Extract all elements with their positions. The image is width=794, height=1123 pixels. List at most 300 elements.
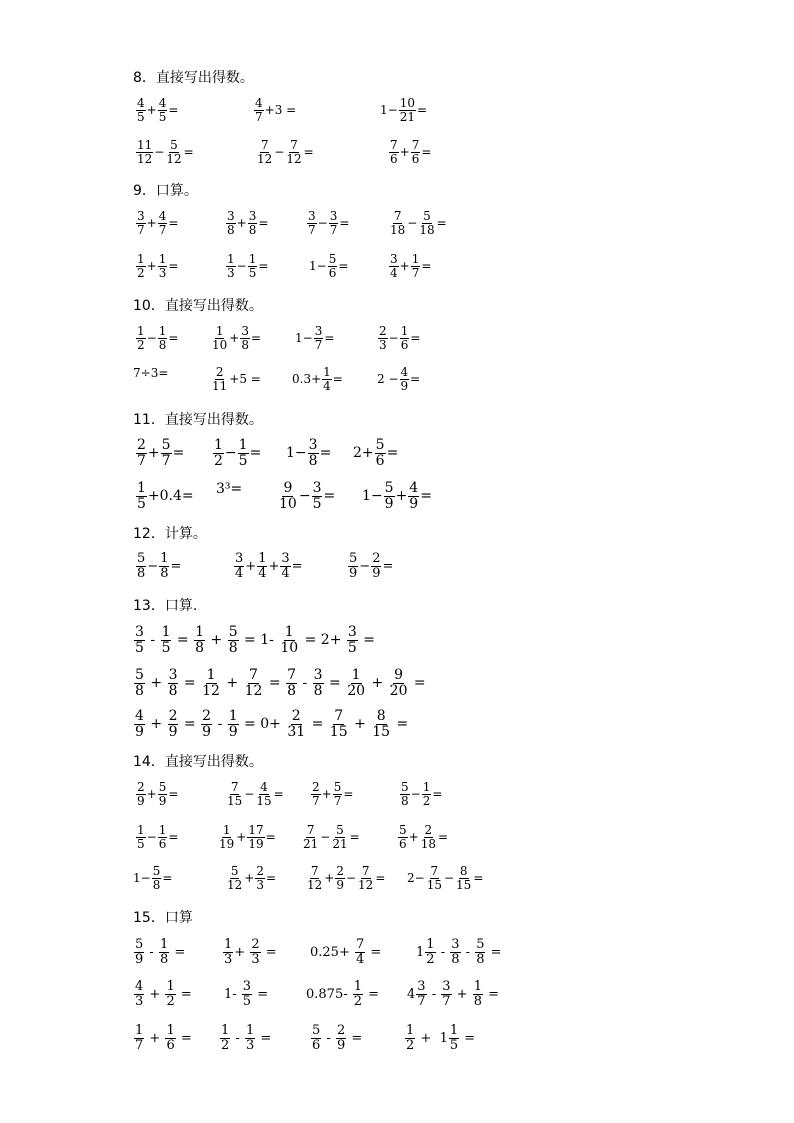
operator-text: = <box>364 986 380 1002</box>
fraction <box>311 781 321 807</box>
section-title: 15．口算 <box>133 910 193 926</box>
fraction-numerator: 1 <box>158 252 167 266</box>
fraction-numerator: 2 <box>137 437 146 453</box>
fraction <box>473 980 483 1008</box>
fraction-numerator: 3 <box>137 209 145 223</box>
fraction <box>475 938 485 966</box>
fraction <box>134 625 145 655</box>
fraction-numerator: 4 <box>135 979 144 994</box>
fraction-denominator: 9 <box>202 723 212 740</box>
math-expression <box>219 1024 271 1052</box>
fraction-numerator: 3 <box>308 209 316 223</box>
fraction-numerator: 5 <box>401 780 409 794</box>
fraction-denominator: 7 <box>329 222 338 237</box>
operator-text: = <box>343 787 354 802</box>
fraction <box>201 709 212 739</box>
fraction <box>420 824 437 850</box>
fraction <box>389 210 406 236</box>
math-expression <box>225 865 276 891</box>
math-expression <box>210 366 261 392</box>
fraction <box>418 210 435 236</box>
fraction-numerator: 7 <box>260 138 269 152</box>
fraction-denominator: 8 <box>195 639 205 656</box>
fraction <box>254 97 264 123</box>
operator-text: + <box>146 103 157 118</box>
fraction-denominator: 9 <box>409 495 419 512</box>
fraction <box>165 1024 175 1052</box>
fraction <box>238 438 249 468</box>
fraction-denominator: 9 <box>384 495 394 512</box>
fraction-denominator: 7 <box>333 793 342 808</box>
fraction-numerator: 1 <box>426 937 435 952</box>
fraction <box>328 253 338 279</box>
fraction-denominator: 9 <box>137 793 145 808</box>
fraction <box>136 325 146 351</box>
fraction-denominator: 7 <box>255 109 263 124</box>
operator-text: = <box>421 259 432 274</box>
fraction-numerator: 3 <box>451 937 460 952</box>
fraction <box>158 97 168 123</box>
fraction-numerator: 10 <box>399 96 415 110</box>
math-expression <box>135 210 178 236</box>
fraction <box>455 865 472 891</box>
fraction-numerator: 1 <box>158 823 167 837</box>
operator-text: = <box>170 558 182 574</box>
operator-text: = <box>460 1030 476 1046</box>
math-expression <box>133 980 192 1008</box>
fraction-numerator: 2 <box>137 780 145 794</box>
fraction-numerator: 1 <box>284 624 294 640</box>
operator-text: + <box>145 1030 165 1046</box>
fraction-numerator: 5 <box>152 864 161 878</box>
section-title: 13．口算. <box>133 598 198 614</box>
fraction <box>322 366 332 392</box>
fraction <box>441 980 451 1008</box>
fraction-denominator: 15 <box>227 793 243 808</box>
fraction-denominator: 2 <box>214 452 223 469</box>
fraction-numerator: 7 <box>290 138 298 152</box>
fraction <box>329 709 349 739</box>
math-expression <box>135 781 178 807</box>
fraction-denominator: 3 <box>224 951 233 967</box>
fraction-numerator: 1 <box>351 667 361 683</box>
fraction-denominator: 8 <box>473 993 482 1009</box>
fraction-denominator: 18 <box>420 836 436 851</box>
fraction-numerator: 1 <box>159 937 169 952</box>
fraction-numerator: 17 <box>248 823 264 837</box>
fraction <box>389 668 409 698</box>
operator-text: = <box>168 103 179 118</box>
fraction-denominator: 2 <box>166 993 175 1009</box>
math-expression <box>306 210 349 236</box>
operator-text: + <box>244 871 255 886</box>
operator-text: + <box>321 787 332 802</box>
fraction <box>313 668 324 698</box>
fraction <box>247 824 264 850</box>
fraction <box>422 781 432 807</box>
fraction-numerator: 1 <box>135 1023 144 1038</box>
fraction <box>286 668 297 698</box>
fraction <box>255 781 272 807</box>
fraction-denominator: 7 <box>442 993 451 1009</box>
math-expression <box>353 438 398 468</box>
fraction-numerator: 4 <box>158 209 167 223</box>
fraction-numerator: 5 <box>349 551 358 566</box>
fraction-numerator: 5 <box>384 480 394 496</box>
math-expression <box>347 552 393 580</box>
fraction-denominator: 15 <box>256 793 272 808</box>
operator-text: 1− <box>362 488 383 505</box>
operator-text: = <box>319 445 332 462</box>
math-expression <box>225 210 268 236</box>
fraction <box>347 625 358 655</box>
fraction-numerator: 2 <box>215 365 224 379</box>
fraction-numerator: 1 <box>221 1023 230 1038</box>
operator-text: + <box>145 986 165 1002</box>
operator-text: + <box>145 675 167 692</box>
fraction <box>161 438 172 468</box>
operator-text: = 2+ <box>300 632 346 649</box>
math-expression <box>309 253 348 279</box>
fraction-numerator: 3 <box>347 624 357 640</box>
fraction <box>336 1024 346 1052</box>
fraction <box>353 980 363 1008</box>
fraction <box>220 1024 230 1052</box>
fraction <box>378 325 388 351</box>
operator-text: +0.4= <box>147 488 194 505</box>
fraction-numerator: 5 <box>135 937 144 952</box>
math-expression <box>404 1024 475 1052</box>
fraction-numerator: 7 <box>411 138 420 152</box>
fraction <box>158 325 168 351</box>
operator-text: = <box>358 632 375 649</box>
fraction-denominator: 12 <box>286 151 302 166</box>
fraction-denominator: 9 <box>336 877 344 892</box>
fraction <box>136 210 146 236</box>
operator-text: − <box>443 871 455 886</box>
fraction-denominator: 9 <box>168 723 178 740</box>
fraction-numerator: 1 <box>214 437 223 453</box>
operator-text: = <box>172 632 194 649</box>
operator-text: + <box>146 216 157 231</box>
fraction-denominator: 8 <box>308 452 318 469</box>
operator-text: + <box>349 716 371 733</box>
fraction-numerator: 1 <box>158 324 167 338</box>
fraction <box>136 781 146 807</box>
fraction <box>426 865 443 891</box>
fraction-denominator: 8 <box>241 337 249 352</box>
math-expression <box>407 980 499 1008</box>
fraction-numerator: 1 <box>161 624 171 640</box>
operator-text: 3³= <box>216 481 243 497</box>
fraction-denominator: 31 <box>287 723 306 740</box>
fraction-numerator: 5 <box>158 780 167 794</box>
math-expression <box>133 709 408 739</box>
fraction-denominator: 15 <box>426 877 442 892</box>
operator-text: 7÷3= <box>133 366 169 380</box>
operator-text: = <box>179 716 201 733</box>
fraction-denominator: 9 <box>135 951 144 967</box>
fraction-denominator: 6 <box>312 1037 321 1053</box>
operator-text: = <box>183 145 194 160</box>
fraction-numerator: 2 <box>424 823 433 837</box>
fraction-denominator: 12 <box>244 682 263 699</box>
operator-text: − <box>146 830 157 845</box>
fraction <box>416 980 426 1008</box>
fraction-denominator: 12 <box>358 877 374 892</box>
operator-text: = <box>264 675 286 692</box>
fraction <box>256 139 273 165</box>
fraction-denominator: 10 <box>279 495 297 512</box>
section-title: 12．计算。 <box>133 526 207 542</box>
operator-text: - <box>427 986 441 1002</box>
math-expression <box>286 438 331 468</box>
fraction-numerator: 1 <box>222 823 231 837</box>
fraction-numerator: 1 <box>238 437 248 453</box>
fraction-denominator: 20 <box>347 682 366 699</box>
fraction <box>228 709 239 739</box>
math-expression <box>210 325 261 351</box>
fraction <box>226 781 243 807</box>
fraction-denominator: 3 <box>251 951 260 967</box>
operator-text: = <box>421 145 432 160</box>
operator-text: 1− <box>380 103 398 118</box>
fraction <box>234 552 244 580</box>
operator-text: 1− <box>309 259 327 274</box>
math-expression <box>416 938 502 966</box>
fraction <box>134 938 144 966</box>
section-title: 8．直接写出得数。 <box>133 70 254 86</box>
fraction-numerator: 9 <box>394 667 404 683</box>
fraction-numerator: 2 <box>202 708 212 724</box>
operator-text: = <box>258 216 269 231</box>
math-expression <box>135 552 181 580</box>
fraction <box>244 668 264 698</box>
operator-text: − <box>146 331 157 346</box>
fraction-denominator: 5 <box>238 452 248 469</box>
fraction-numerator: 5 <box>230 864 239 878</box>
operator-text: + <box>399 259 410 274</box>
operator-text: = <box>486 944 502 960</box>
fraction-numerator: 4 <box>135 708 144 724</box>
math-expression <box>135 824 178 850</box>
fraction-numerator: 1 <box>195 624 205 640</box>
fraction-numerator: 4 <box>409 480 419 496</box>
fraction-denominator: 8 <box>248 222 257 237</box>
operator-text: 1− <box>295 331 313 346</box>
fraction-denominator: 5 <box>137 836 145 851</box>
fraction-numerator: 5 <box>228 624 238 640</box>
math-expression <box>306 980 379 1008</box>
operator-text: - <box>213 716 227 733</box>
operator-text: + <box>146 259 157 274</box>
operator-text: + <box>395 488 408 505</box>
fraction <box>278 481 298 511</box>
operator-text: = <box>323 488 336 505</box>
fraction-denominator: 7 <box>161 452 171 469</box>
fraction-denominator: 4 <box>390 265 398 280</box>
operator-text: = <box>386 445 399 462</box>
fraction <box>384 481 395 511</box>
operator-text: − <box>320 830 331 845</box>
fraction <box>136 481 147 511</box>
operator-text: 1 <box>416 944 425 960</box>
operator-text: - <box>322 1030 335 1046</box>
fraction-numerator: 3 <box>308 437 318 453</box>
operator-text: + <box>206 632 227 649</box>
fraction <box>425 938 435 966</box>
fraction-denominator: 15 <box>456 877 472 892</box>
fraction-denominator: 8 <box>137 565 146 581</box>
math-expression <box>133 865 172 891</box>
fraction <box>159 938 169 966</box>
fraction <box>400 366 410 392</box>
fraction <box>228 625 239 655</box>
fraction-denominator: 6 <box>328 265 337 280</box>
fraction <box>248 253 258 279</box>
fraction <box>245 1024 255 1052</box>
fraction <box>450 938 460 966</box>
fraction-numerator: 5 <box>375 437 385 453</box>
fraction-numerator: 5 <box>137 551 146 566</box>
math-expression <box>305 865 385 891</box>
fraction-numerator: 3 <box>281 551 290 566</box>
operator-text: = <box>483 986 499 1002</box>
fraction-numerator: 2 <box>291 708 301 724</box>
operator-text: 1− <box>286 445 307 462</box>
math-expression <box>388 253 431 279</box>
fraction <box>152 865 162 891</box>
fraction-denominator: 6 <box>390 151 398 166</box>
operator-text: = <box>250 331 262 346</box>
fraction-numerator: 7 <box>230 780 239 794</box>
operator-text: − <box>147 558 159 574</box>
fraction <box>250 938 260 966</box>
operator-text: - <box>436 944 450 960</box>
math-expression <box>407 865 483 891</box>
fraction-numerator: 5 <box>328 252 337 266</box>
fraction-denominator: 9 <box>349 565 358 581</box>
fraction <box>333 781 343 807</box>
fraction-denominator: 4 <box>235 565 244 581</box>
math-expression <box>233 552 303 580</box>
fraction <box>302 824 319 850</box>
math-expression <box>310 938 381 966</box>
operator-text: + <box>399 145 410 160</box>
fraction-denominator: 8 <box>168 682 178 699</box>
operator-text: + <box>147 445 160 462</box>
fraction <box>136 139 153 165</box>
fraction-numerator: 1 <box>227 252 235 266</box>
operator-text: - <box>145 944 158 960</box>
fraction <box>158 253 168 279</box>
fraction-denominator: 18 <box>390 222 406 237</box>
fraction-numerator: 7 <box>310 864 319 878</box>
fraction <box>136 97 146 123</box>
fraction <box>411 253 421 279</box>
fraction-numerator: 4 <box>158 96 167 110</box>
fraction <box>211 366 228 392</box>
fraction-numerator: 3 <box>227 209 235 223</box>
fraction-denominator: 12 <box>166 151 182 166</box>
fraction <box>165 139 182 165</box>
fraction-denominator: 3 <box>158 265 167 280</box>
fraction <box>335 865 345 891</box>
fraction <box>285 139 302 165</box>
fraction-numerator: 3 <box>248 209 257 223</box>
section-title: 14．直接写出得数。 <box>133 754 263 770</box>
operator-text: + <box>324 871 335 886</box>
fraction-numerator: 2 <box>336 1023 346 1038</box>
fraction <box>399 97 416 123</box>
fraction <box>213 438 224 468</box>
fraction <box>158 210 168 236</box>
math-expression <box>135 139 194 165</box>
fraction-denominator: 2 <box>426 951 435 967</box>
math-expression <box>255 139 314 165</box>
operator-text: 0.875- <box>306 986 352 1002</box>
math-expression <box>133 1024 192 1052</box>
fraction-numerator: 1 <box>215 324 224 338</box>
fraction-denominator: 8 <box>401 793 409 808</box>
operator-text: = <box>168 331 179 346</box>
fraction-numerator: 3 <box>135 624 144 640</box>
fraction-numerator: 3 <box>442 979 451 994</box>
fraction-numerator: 1 <box>224 937 233 952</box>
fraction-numerator: 1 <box>449 1023 459 1038</box>
fraction-numerator: 1 <box>258 551 267 566</box>
fraction-denominator: 5 <box>158 109 167 124</box>
math-expression <box>217 824 276 850</box>
fraction-denominator: 5 <box>449 1037 459 1053</box>
fraction-denominator: 6 <box>166 1037 175 1053</box>
fraction-numerator: 7 <box>355 937 365 952</box>
fraction-denominator: 2 <box>406 1037 415 1053</box>
fraction-numerator: 1 <box>245 1023 255 1038</box>
fraction <box>211 325 228 351</box>
operator-text: + <box>408 830 419 845</box>
operator-text: = <box>473 871 484 886</box>
fraction-numerator: 7 <box>287 667 296 683</box>
fraction-denominator: 6 <box>399 836 407 851</box>
fraction-denominator: 7 <box>308 222 316 237</box>
fraction <box>346 668 366 698</box>
fraction-numerator: 5 <box>333 780 342 794</box>
operator-text: = 0+ <box>239 716 286 733</box>
fraction-numerator: 1 <box>411 252 420 266</box>
operator-text: 1- <box>224 986 241 1002</box>
fraction-denominator: 10 <box>280 639 299 656</box>
fraction-denominator: 8 <box>152 877 161 892</box>
fraction <box>329 210 339 236</box>
fraction-numerator: 4 <box>400 365 409 379</box>
fraction-denominator: 6 <box>411 151 420 166</box>
math-expression <box>377 366 420 392</box>
fraction-denominator: 20 <box>389 682 408 699</box>
operator-text: − <box>244 787 255 802</box>
fraction-denominator: 8 <box>451 951 460 967</box>
fraction <box>375 438 386 468</box>
operator-text: = <box>261 944 277 960</box>
operator-text: = <box>410 372 421 387</box>
fraction <box>168 709 179 739</box>
fraction <box>348 552 358 580</box>
fraction <box>286 709 306 739</box>
fraction <box>312 481 323 511</box>
fraction-numerator: 4 <box>260 780 268 794</box>
fraction-numerator: 2 <box>372 551 381 566</box>
fraction-denominator: 19 <box>219 836 235 851</box>
